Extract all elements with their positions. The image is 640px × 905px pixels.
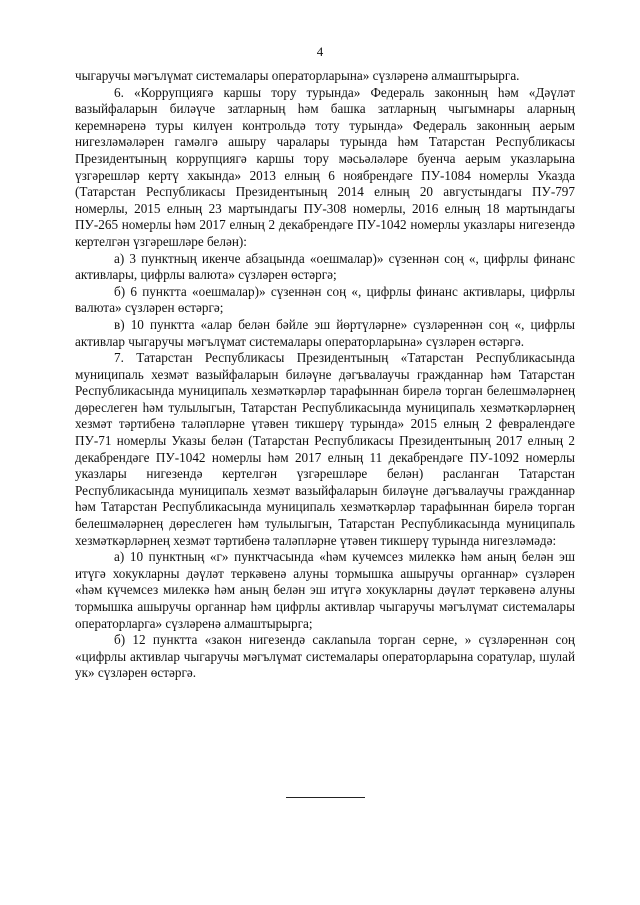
paragraph-item-6: 6. «Коррупциягә каршы тору турында» Федераль законның һәм «Дәүләт вазыйфаларын биләүче затларның һәм башка затларның чыгымнары аларның керемнәренә туры килүен контрольдә тоту турында» Федераль законның аерым нигезләмәләрен гамәлгә ашыру чаралары турында һәм Татарстан Республикасы Президентының коррупциягә каршы тору мәсьәләләре буенча аерым указларына үзгәрешләр кертү хакында» 2013 елның 6 ноябрендәге ПУ-1084 номерлы Указда (Татарстан Республикасы Президентының 2014 елның 20 августындагы ПУ-797 номерлы, 2015 елның 23 мартындагы ПУ-308 номерлы, 2016 елның 18 мартындагы ПУ-265 номерлы һәм 2017 елның 2 декабрендәге ПУ-1042 номерлы указлары нигезендә кертелгән үзгәрешләре белән): bbox=[75, 84, 575, 249]
paragraph-item-7a: а) 10 пунктның «г» пунктчасында «һәм кучемсез милеккә һәм аның белән эш итүгә хокукларны дәүләт теркәвенә алуны тормышка ашыручы органнар» сүзләрен «һәм күчемсез милеккә һәм аның белән эш итүгә хокукларны дәүләт теркәвенә алуны тормышка ашыручы органнар һәм цифрлы активлар чыгаручы мәгълүмат системалары операторларга» сүзләренә алмаштырырга; bbox=[75, 549, 575, 631]
paragraph-continuation: чыгаручы мәгълүмат системалары операторларына» сүзләренә алмаштырырга. bbox=[75, 68, 520, 83]
paragraph-item-6a: а) 3 пунктның икенче абзацында «оешмалар)» сүзеннән соң «, цифрлы финанс активлары, цифрлы валюта» сүзләрен өстәргә; bbox=[75, 250, 575, 283]
page-number: 4 bbox=[316, 44, 324, 59]
paragraph-item-6v: в) 10 пунктта «алар белән бәйле эш йөртүләрне» сүзләреннән соң «, цифрлы активлар чыгаручы мәгълүмат системалары операторларына» сүзләрен өстәргә. bbox=[75, 316, 575, 349]
paragraph-item-7b: б) 12 пунктта «закон нигезендә саклаnыла торган серне, » сүзләреннән соң «цифрлы активлар чыгаручы мәгълүмат системалары операторларына соратулар, шулай ук» сүзләрен өстәргә. bbox=[75, 632, 575, 681]
end-divider-line bbox=[286, 797, 365, 798]
paragraph-item-7: 7. Татарстан Республикасы Президентының «Татарстан Республикасында муниципаль хезмәт вазыйфаларын биләүне дәгъвалаучы гражданнар һәм Татарстан Республикасында муниципаль хезмәткәрләр тарафыннан бирелә торган белешмәләрнең дөреслеген һәм тулылыгын, Татарстан Республикасында муниципаль хезмәткәрләрнең хезмәт тәртибенә таләпләрне үтәвен тикшерү турында» 2015 елның 2 февралендәге ПУ-71 номерлы Указы белән (Татарстан Республикасы Президентының 2017 елның 2 декабрендәге ПУ-1042 номерлы һәм 2017 елның 11 декабрендәге ПУ-1092 номерлы указлары нигезендә кертелгән үзгәрешләре белән) расланган Татарстан Республикасында муниципаль хезмәт вазыйфаларын биләүне дәгъвалаучы гражданнар һәм Татарстан Республикасында муниципаль хезмәткәрләр тарафыннан бирелә торган белешмәләрнең дөреслеген һәм тулылыгын, Татарстан Республикасында муниципаль хезмәткәрләрнең хезмәт тәртибенә таләпләрне үтәвен тикшерү турында нигезләмәдә: bbox=[75, 350, 575, 548]
paragraph-item-6b: б) 6 пунктта «оешмалар)» сүзеннән соң «, цифрлы финанс активлары, цифрлы валюта» сүзләрен өстәргә; bbox=[75, 283, 575, 316]
document-body bbox=[75, 68, 575, 682]
